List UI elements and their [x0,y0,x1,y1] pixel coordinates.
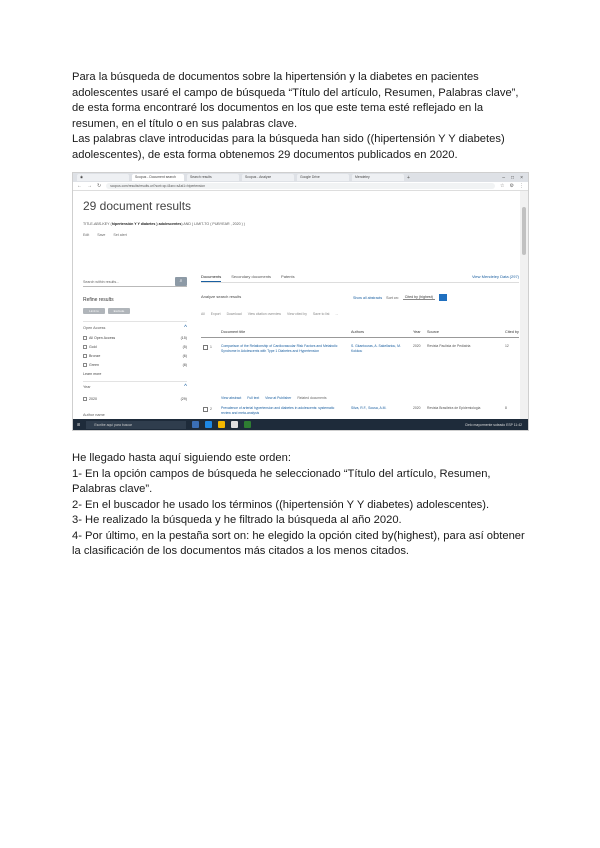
row-links [221,396,327,400]
chrome-icon[interactable] [244,421,251,428]
related-documents-link[interactable]: Related documents [297,396,327,400]
file-explorer-icon[interactable] [218,421,225,428]
scrollbar-thumb[interactable] [522,207,526,255]
cited-by-button[interactable]: View cited by [286,312,307,316]
row-checkbox[interactable] [203,345,208,350]
column-header[interactable]: Document title [221,330,246,334]
year-cell: 2020 [413,344,421,348]
steps-line: Palabras clave”. [72,483,153,495]
document-title-link[interactable]: Comparison of the Relationship of Cardiovascular Risk Factors and Metabolic Syndrome in Adolescents with Type 1 Diabetes and Hypertension [221,344,338,353]
refine-buttons [83,308,130,314]
bulk-actions [201,312,338,316]
chevron-up-icon: ^ [184,384,187,390]
scrollbar[interactable] [520,191,528,421]
star-icon[interactable]: ☆ [500,183,505,189]
browser-tab-bar [73,173,528,182]
steps-line: 4- Por último, en la pestaña sort on: he elegido la opción cited by(highest), para así obtener [72,529,525,542]
chevron-up-icon: ^ [184,325,187,331]
learn-more-link[interactable]: Learn more [83,372,102,376]
refine-results-label: Refine results [83,297,114,303]
steps-line: He llegado hasta aquí siguiendo este orden: [72,452,291,464]
query-actions [83,233,127,237]
forward-icon[interactable]: → [87,183,92,189]
checkbox[interactable] [83,336,87,340]
facet-item[interactable]: Green (8) [83,363,187,367]
browser-tab[interactable]: ◉ [77,174,129,181]
document-title-link[interactable]: Prevalence of arterial hypertension and diabetes in adolescents: systematic review and meta-analysis [221,406,335,415]
facet-open-access[interactable]: Open Access ^ [83,325,187,331]
embedded-screenshot [72,172,529,431]
maximize-icon[interactable]: □ [511,174,515,181]
results-table-header [201,330,519,338]
browser-tab[interactable]: Search results [187,174,239,181]
checkbox[interactable] [83,354,87,358]
browser-tab[interactable]: Scopus - Analyze [242,174,294,181]
show-abstracts-link[interactable]: Show all abstracts [353,295,383,300]
full-text-link[interactable]: Full text [247,396,260,400]
divider [83,321,187,322]
tab-patents[interactable]: Patents [281,274,295,279]
windows-taskbar [73,419,528,430]
browser-tab[interactable]: Mendeley [352,174,404,181]
row-number: 2 [210,407,212,411]
result-tabs [201,274,519,283]
windows-start-icon[interactable]: ⊞ [77,422,81,427]
facet-item[interactable]: All Open Access (15) [83,336,187,340]
more-actions-button[interactable]: ... [335,312,339,316]
results-title: 29 document results [83,199,192,213]
authors-link[interactable]: S. Gkantouras, A. Sakellariou, M. Kokkou [351,344,401,353]
intro-line: adolescentes usaré el campo de búsqueda “Título del artículo, Resumen, Palabras clave”, [72,86,519,99]
search-query: TITLE-ABS-KEY (hipertensión Y Y diabetes ) adolescentes) AND ( LIMIT-TO ( PUBYEAR , 2020 ) ) [83,222,245,226]
download-button[interactable]: Download [226,312,242,316]
select-all-checkbox[interactable]: All [201,312,205,316]
minimize-icon[interactable]: – [502,174,506,181]
analyze-results-link[interactable]: Analyze search results [201,294,242,299]
column-header[interactable]: Authors [351,330,365,334]
taskbar-search[interactable]: Escribe aquí para buscar [86,421,186,429]
steps-paragraph [72,451,532,560]
edge-icon[interactable] [205,421,212,428]
checkbox[interactable] [83,397,87,401]
column-header[interactable]: Year [413,330,421,334]
authors-link[interactable]: Silva, R.F., Sousa, A.M. [351,406,387,410]
sort-controls [353,294,447,301]
grid-view-icon[interactable] [439,294,447,301]
exclude-button[interactable]: Exclude [108,308,130,314]
row-checkbox[interactable] [203,407,208,412]
intro-line: de esta forma encontraré los documentos en los que este tema esté reflejado en la [72,102,484,114]
facet-item[interactable]: Bronze (6) [83,354,187,358]
extensions-icon[interactable]: ⚙ [509,183,514,189]
column-header[interactable]: Source [427,330,440,334]
search-within-button[interactable] [175,277,187,286]
facet-author[interactable]: Author name [83,413,105,417]
intro-paragraph [72,70,532,163]
year-cell: 2020 [413,406,421,410]
citation-overview-button[interactable]: View citation overview [247,312,281,316]
back-icon[interactable]: ← [77,183,82,189]
steps-line: 1- En la opción campos de búsqueda he seleccionado “Título del artículo, Resumen, [72,467,491,480]
intro-line: Las palabras clave introducidas para la búsqueda han sido ((hipertensión Y Y diabetes) [72,133,505,145]
browser-tab-active[interactable]: Scopus - Document search [132,174,184,181]
search-icon: ⌕ [179,278,183,284]
address-bar [73,182,528,191]
store-icon[interactable] [231,421,238,428]
intro-line: resumen, en el título o en sus palabras clave. [72,117,298,130]
intro-line: adolescentes), de esta forma obtenemos 29 documentos publicados en 2020. [72,148,458,161]
menu-icon[interactable]: ⋮ [519,183,524,189]
save-to-list-button[interactable]: Save to list [312,312,330,316]
cited-by-cell: 12 [505,344,509,348]
sort-select[interactable]: Cited by (highest) [404,295,433,299]
sort-label: Sort on: [386,295,399,300]
browser-tab[interactable]: Google Drive [297,174,349,181]
view-mendeley-link[interactable]: View Mendeley Data (297) [471,274,519,279]
view-at-publisher-link[interactable]: View at Publisher [265,396,292,400]
divider [83,381,187,382]
row-number: 1 [210,345,212,349]
intro-line: Para la búsqueda de documentos sobre la hipertensión y la diabetes en pacientes [72,71,479,83]
facet-item[interactable]: Gold (5) [83,345,187,349]
task-view-icon[interactable] [192,421,199,428]
system-tray: Cielo mayormente soleado ESP 11:42 [464,422,522,427]
set-alert-link[interactable]: Set alert [113,233,127,237]
checkbox[interactable] [83,363,87,367]
window-controls [502,175,528,181]
steps-line: 3- He realizado la búsqueda y he filtrado la búsqueda al año 2020. [72,514,402,526]
column-header[interactable]: Cited by [505,330,519,334]
tab-documents[interactable]: Documents [201,274,221,282]
close-icon[interactable]: × [520,174,523,181]
facet-year[interactable]: Year ^ [83,384,187,390]
export-button[interactable]: Export [210,312,221,316]
save-query-link[interactable]: Save [97,233,106,237]
limit-to-button[interactable]: Limit to [83,308,105,314]
cited-by-cell: 8 [505,406,507,410]
view-abstract-link[interactable]: View abstract [221,396,242,400]
checkbox[interactable] [83,345,87,349]
steps-line: la clasificación de los documentos más citados a los menos citados. [72,545,410,557]
steps-line: 2- En el buscador he usado los términos ((hipertensión Y Y diabetes) adolescentes). [72,498,490,511]
source-cell: Revista Paulista de Pediatria [427,344,471,348]
new-tab-icon[interactable]: + [407,174,410,181]
facet-item[interactable]: 2020 (29) [83,397,187,401]
url-field[interactable]: scopus.com/results/results.uri?sort=cp-f&src=s&st1=hipertension [106,183,495,189]
page-content [73,191,521,421]
edit-query-link[interactable]: Edit [83,233,90,237]
source-cell: Revista Brasileira de Epidemiologia [427,406,481,410]
search-within-input[interactable]: Search within results... [83,277,187,287]
reload-icon[interactable]: ↻ [97,183,102,189]
tab-secondary-documents[interactable]: Secondary documents [231,274,272,279]
